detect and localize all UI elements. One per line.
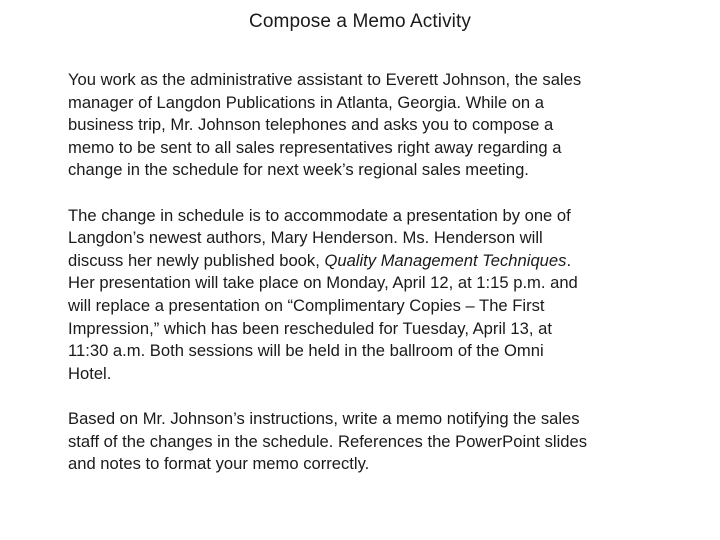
- text-line-with-book-title: [68, 250, 698, 273]
- paragraph-scenario: [68, 69, 698, 182]
- book-title: Quality Management Techniques: [324, 250, 567, 270]
- text-line: You work as the administrative assistant to Everett Johnson, the sales: [68, 70, 582, 89]
- text-line: staff of the changes in the schedule. References the PowerPoint slides: [68, 431, 588, 451]
- text-line: Based on Mr. Johnson’s instructions, write a memo notifying the sales: [68, 408, 580, 428]
- text-line: memo to be sent to all sales representatives right away regarding a: [68, 137, 562, 157]
- text-line: manager of Langdon Publications in Atlanta, Georgia. While on a: [68, 92, 544, 112]
- text-line: business trip, Mr. Johnson telephones and asks you to compose a: [68, 115, 554, 135]
- paragraph-schedule-change: [68, 205, 698, 386]
- text-line: change in the schedule for next week’s regional sales meeting.: [68, 160, 529, 180]
- slide-title: Compose a Memo Activity: [249, 11, 471, 32]
- text-line: Hotel.: [68, 363, 112, 383]
- text-line: Her presentation will take place on Monday, April 12, at 1:15 p.m. and: [68, 273, 578, 293]
- slide-body: [68, 69, 698, 498]
- text-segment: .: [566, 250, 572, 270]
- text-line: Langdon’s newest authors, Mary Henderson. Ms. Henderson will: [68, 228, 543, 248]
- text-line: The change in schedule is to accommodate a presentation by one of: [68, 205, 571, 225]
- text-line: will replace a presentation on “Complimentary Copies – The First: [68, 295, 545, 315]
- text-line: and notes to format your memo correctly.: [68, 454, 370, 474]
- text-segment: discuss her newly published book,: [68, 250, 325, 270]
- paragraph-instructions: [68, 408, 698, 476]
- text-line: Impression,” which has been rescheduled for Tuesday, April 13, at: [68, 318, 552, 338]
- text-line: 11:30 a.m. Both sessions will be held in the ballroom of the Omni: [68, 341, 544, 361]
